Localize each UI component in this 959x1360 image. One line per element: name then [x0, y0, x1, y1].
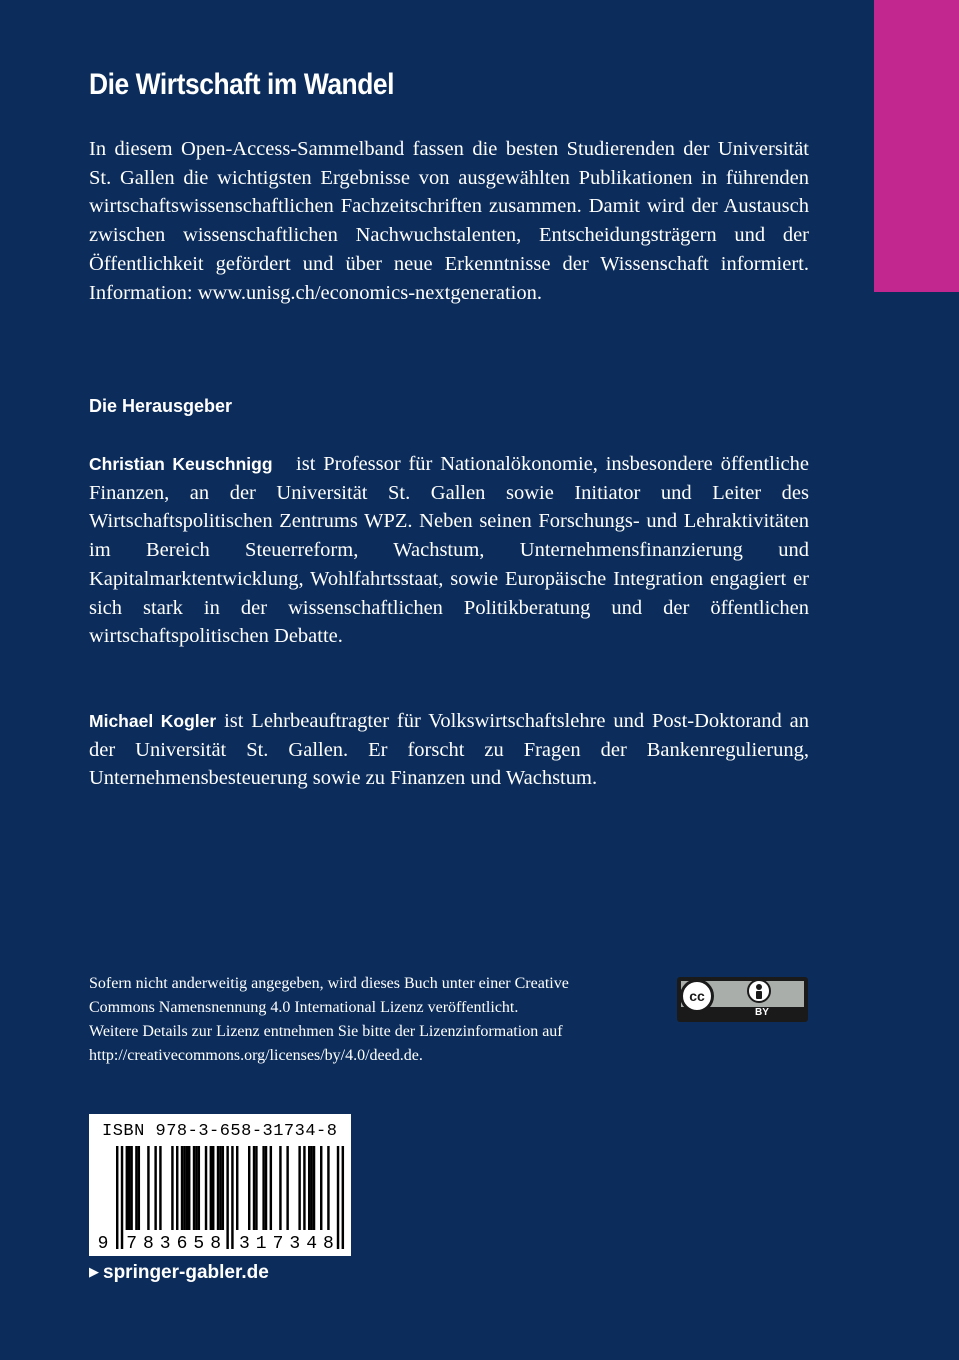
barcode-bar: [298, 1146, 300, 1230]
barcode-bar: [188, 1146, 190, 1230]
editor-bio-kogler: [89, 707, 809, 793]
barcode-bar: [310, 1146, 312, 1230]
isbn-label: ISBN 978-3-658-31734-8: [102, 1122, 338, 1141]
cc-icon: cc: [680, 979, 714, 1013]
barcode-digit: 7: [126, 1234, 138, 1254]
barcode-bar: [147, 1146, 149, 1230]
barcode-bar: [181, 1146, 183, 1230]
barcode-digit: 8: [210, 1234, 222, 1254]
barcode-bar: [186, 1146, 188, 1230]
isbn-barcode-box: [89, 1114, 351, 1256]
barcode-bar: [255, 1146, 257, 1230]
barcode-bar: [248, 1146, 250, 1230]
barcode-bar: [270, 1146, 272, 1230]
publisher-link[interactable]: [89, 1262, 269, 1284]
barcode-digit: 3: [289, 1234, 301, 1254]
barcode-bar: [135, 1146, 137, 1230]
book-title: Die Wirtschaft im Wandel: [89, 68, 395, 101]
editors-heading: Die Herausgeber: [89, 396, 233, 416]
editor-name: Christian Keuschnigg: [89, 454, 273, 474]
barcode-bar: [154, 1146, 156, 1230]
barcode-digit: 8: [142, 1234, 154, 1254]
barcode-bar: [138, 1146, 140, 1230]
barcode-bar: [265, 1146, 267, 1230]
barcode-bar: [253, 1146, 255, 1230]
barcode-bar: [308, 1146, 310, 1230]
license-line: Weitere Details zur Lizenz entnehmen Sie bitte der Lizenzinformation auf: [89, 1023, 563, 1040]
barcode-bar: [217, 1146, 219, 1230]
barcode-bar: [176, 1146, 178, 1230]
barcode-bar: [279, 1146, 281, 1230]
intro-paragraph: In diesem Open-Access-Sammelband fassen die besten Studierenden der Universität St. Gallen die wichtigsten Ergebnisse von ausgewählten Publikationen in führenden wirtschaftswissenschaftlichen Fachzeitschriften zusammen. Damit wird der Austausch zwischen wissenschaftlichen Nachwuchstalenten, Entscheidungsträgern und der Öffentlichkeit gefördert und über neue Erkenntnisse der Wissenschaft informiert. Information: www.unisg.ch/economics-nextgeneration.: [89, 138, 809, 304]
barcode-bar: [159, 1146, 161, 1230]
barcode-bar: [193, 1146, 195, 1230]
license-line: http://creativecommons.org/licenses/by/4.0/deed.de.: [89, 1047, 423, 1064]
accent-bar: [874, 0, 959, 292]
barcode-bar: [236, 1146, 238, 1230]
barcode-digit: 5: [193, 1234, 205, 1254]
barcode-bar: [195, 1146, 197, 1230]
barcode-bar: [327, 1146, 329, 1230]
barcode-bar: [222, 1146, 224, 1230]
editor-bio-keuschnigg: [89, 450, 809, 651]
license-line: Sofern nicht anderweitig angegeben, wird dieses Buch unter einer Creative: [89, 975, 569, 992]
by-label: BY: [755, 1007, 769, 1018]
barcode-digit: 9: [97, 1234, 109, 1254]
editor-bio-text: ist Lehrbeauftragter für Volkswirtschaftslehre und Post-Doktorand an der Universität St. Gallen. Er forscht zu Fragen der Bankenregulierung, Unternehmensbesteuerung sowie zu Finanzen und Wachstum.: [89, 710, 810, 790]
barcode-bar: [205, 1146, 207, 1230]
barcode-bar: [183, 1146, 185, 1230]
barcode-bar: [130, 1146, 132, 1230]
barcode-digit: 4: [306, 1234, 318, 1254]
barcode-bar: [212, 1146, 214, 1230]
barcode-bar: [286, 1146, 288, 1230]
barcode-digit: 1: [255, 1234, 267, 1254]
editor-bio-text: ist Professor für Nationalökonomie, insbesondere öffentliche Finanzen, an der Universität St. Gallen sowie Initiator und Leiter des Wirtschaftspolitischen Zentrums WPZ. Neben seinen Forschungs- und Lehraktivitäten im Bereich Steuerreform, Wachstum, Unternehmensfinanzierung und Kapitalmarktentwicklung, Wohlfahrtsstaat, sowie Europäische Integration engagiert er sich stark in der wissenschaftlichen Politikberatung und der öffentlichen wirtschaftspolitischen Debatte.: [89, 453, 809, 648]
barcode-bar: [126, 1146, 128, 1230]
barcode-digits: [99, 1228, 347, 1254]
barcode-digit: 6: [176, 1234, 188, 1254]
license-notice: [89, 972, 649, 1068]
barcode-digit: 3: [159, 1234, 171, 1254]
barcode-bar: [262, 1146, 264, 1230]
barcode-bar: [128, 1146, 130, 1230]
barcode-bar: [210, 1146, 212, 1230]
license-line: Commons Namensnennung 4.0 International Lizenz veröffentlicht.: [89, 999, 519, 1016]
arrow-right-icon: ▶: [89, 1264, 99, 1279]
barcode-bar: [313, 1146, 315, 1230]
barcode-digit: 8: [322, 1234, 334, 1254]
barcode-bar: [198, 1146, 200, 1230]
barcode-bar: [320, 1146, 322, 1230]
publisher-url: springer-gabler.de: [103, 1262, 269, 1283]
barcode-bar: [303, 1146, 305, 1230]
cc-by-badge: [677, 977, 808, 1022]
barcode-bar: [171, 1146, 173, 1230]
barcode-digit: 3: [238, 1234, 250, 1254]
barcode-bar: [219, 1146, 221, 1230]
editor-name: Michael Kogler: [89, 711, 217, 731]
attribution-icon: [747, 979, 771, 1003]
barcode-digit: 7: [272, 1234, 284, 1254]
